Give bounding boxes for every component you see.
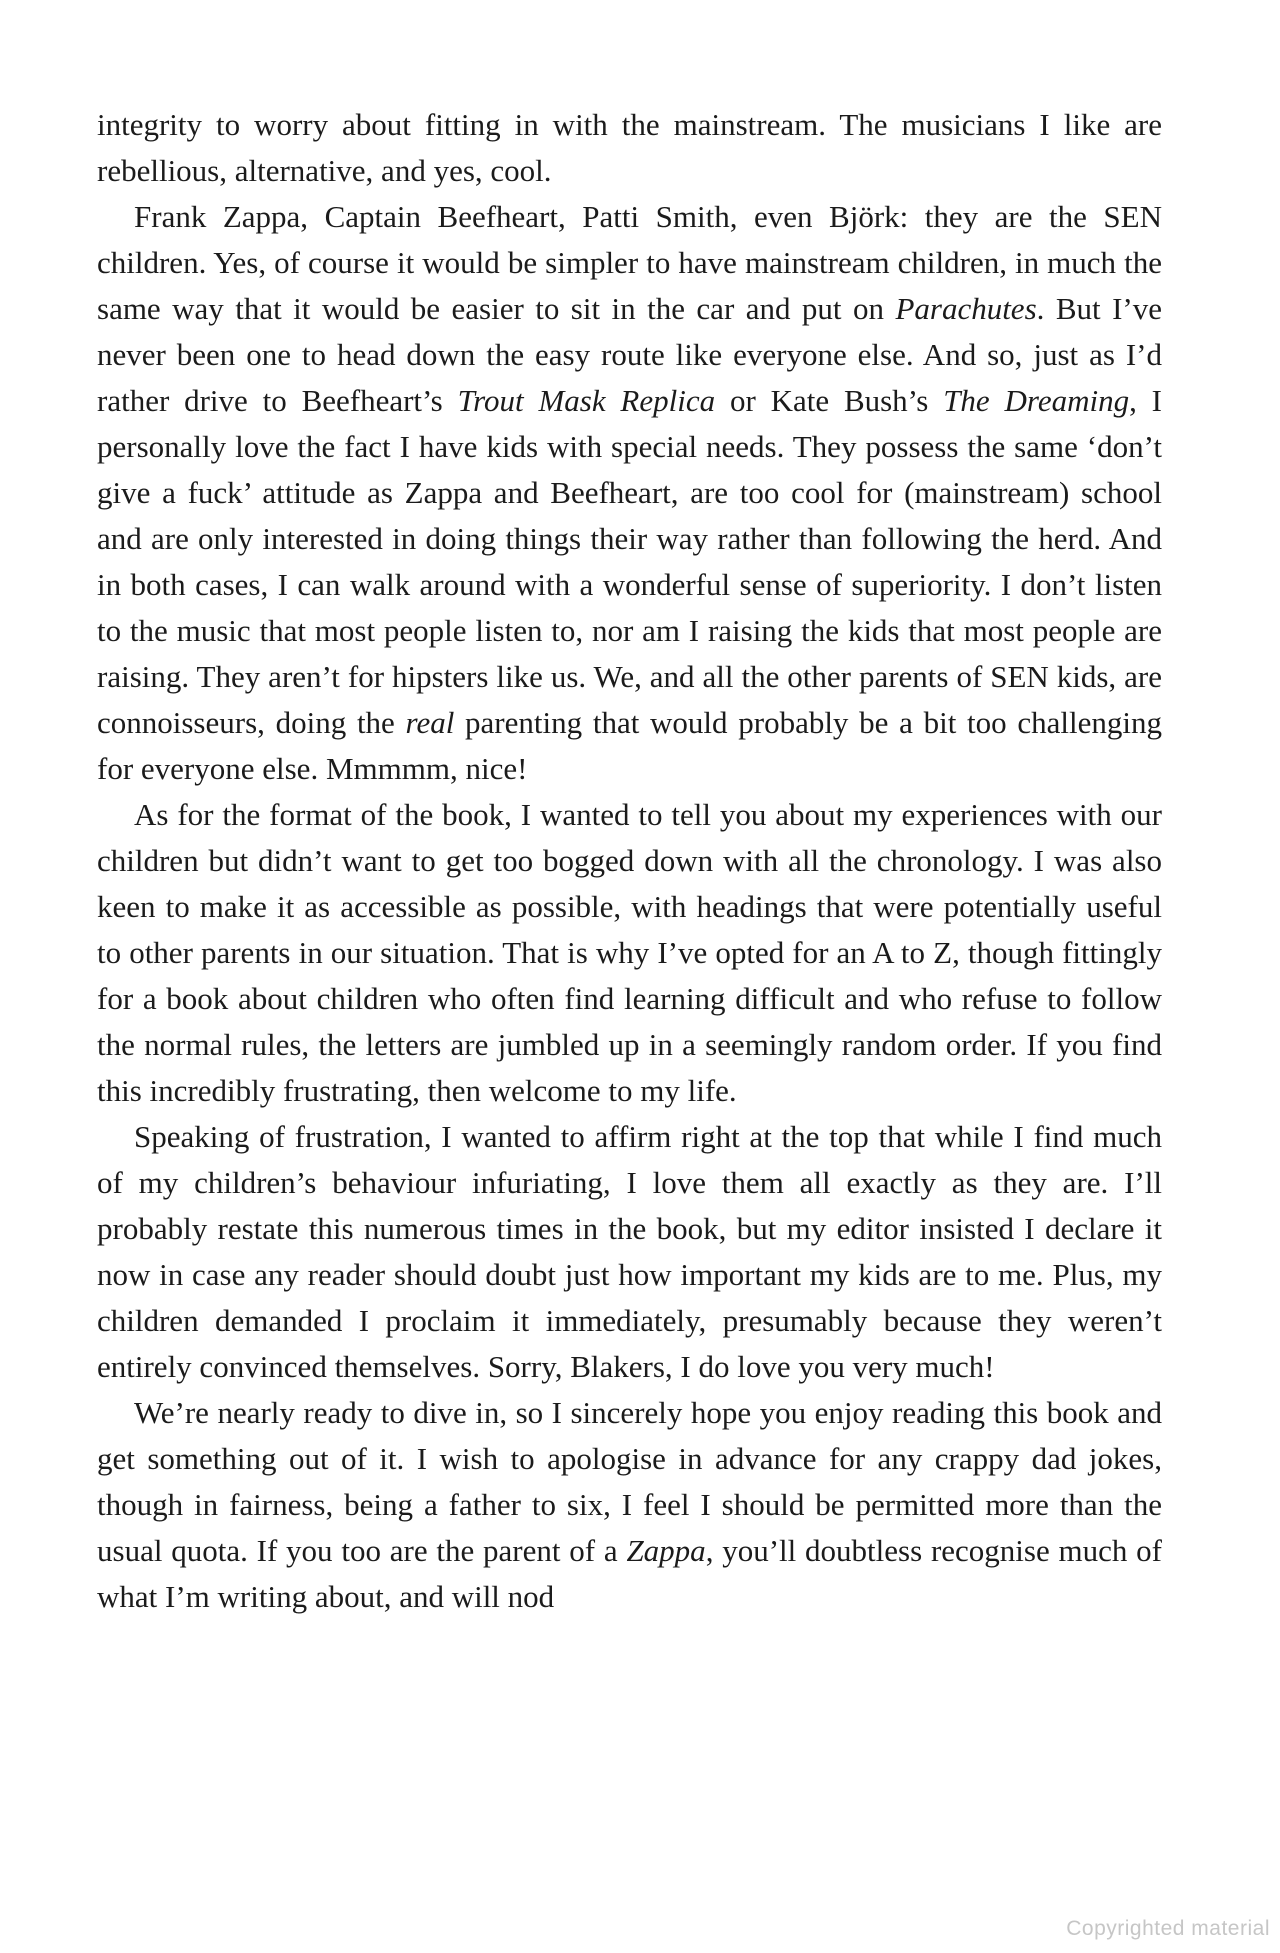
- italic-text-run: Parachutes: [895, 291, 1037, 326]
- text-run: , I personally love the fact I have kids with special needs. They possess the same ‘don’t give a fuck’ attitude as Zappa and Beefheart, are too cool for (mainstream) school and are only interested in doing things their way rather than following the herd. And in both cases, I can walk around with a wonderful sense of superiority. I don’t listen to the music that most people listen to, nor am I raising the kids that most people are raising. They aren’t for hipsters like us. We, and all the other parents of SEN kids, are connoisseurs, doing the: [97, 383, 1162, 740]
- paragraph: [97, 102, 1162, 194]
- italic-text-run: The Dreaming: [943, 383, 1130, 418]
- text-run: integrity to worry about fitting in with the mainstream. The musicians I like are rebellious, alternative, and yes, cool.: [97, 107, 1162, 188]
- text-run: As for the format of the book, I wanted to tell you about my experiences with our children but didn’t want to get too bogged down with all the chronology. I was also keen to make it as accessible as possible, with headings that were potentially useful to other parents in our situation. That is why I’ve opted for an A to Z, though fittingly for a book about children who often find learning difficult and who refuse to follow the normal rules, the letters are jumbled up in a seemingly random order. If you find this incredibly frustrating, then welcome to my life.: [97, 797, 1162, 1108]
- page-text: [97, 102, 1162, 1620]
- text-run: , you’ll doubtless recognise much of what I’m writing about, and will nod: [97, 1533, 1162, 1614]
- italic-text-run: Zappa: [626, 1533, 706, 1568]
- text-run: or Kate Bush’s: [715, 383, 944, 418]
- italic-text-run: real: [405, 705, 455, 740]
- italic-text-run: Trout Mask Replica: [457, 383, 716, 418]
- text-run: . But I’ve never been one to head down the easy route like everyone else. And so, just as I’d rather drive to Beefheart’s: [97, 291, 1162, 418]
- text-run: Frank Zappa, Captain Beefheart, Patti Smith, even Björk: they are the SEN children. Yes, of course it would be simpler to have mainstream children, in much the same way that it would be easier to sit in the car and put on: [97, 199, 1162, 326]
- copyright-watermark: Copyrighted material: [1066, 1917, 1270, 1940]
- text-run: Speaking of frustration, I wanted to affirm right at the top that while I find much of my children’s behaviour infuriating, I love them all exactly as they are. I’ll probably restate this numerous times in the book, but my editor insisted I declare it now in case any reader should doubt just how important my kids are to me. Plus, my children demanded I proclaim it immediately, presumably because they weren’t entirely convinced themselves. Sorry, Blakers, I do love you very much!: [97, 1119, 1162, 1384]
- paragraph: [97, 194, 1162, 792]
- paragraph: [97, 1390, 1162, 1620]
- paragraph: [97, 1114, 1162, 1390]
- text-run: We’re nearly ready to dive in, so I sincerely hope you enjoy reading this book and get something out of it. I wish to apologise in advance for any crappy dad jokes, though in fairness, being a father to six, I feel I should be permitted more than the usual quota. If you too are the parent of a: [97, 1395, 1162, 1568]
- text-run: parenting that would probably be a bit too challenging for everyone else. Mmmmm, nice!: [97, 705, 1162, 786]
- paragraph: [97, 792, 1162, 1114]
